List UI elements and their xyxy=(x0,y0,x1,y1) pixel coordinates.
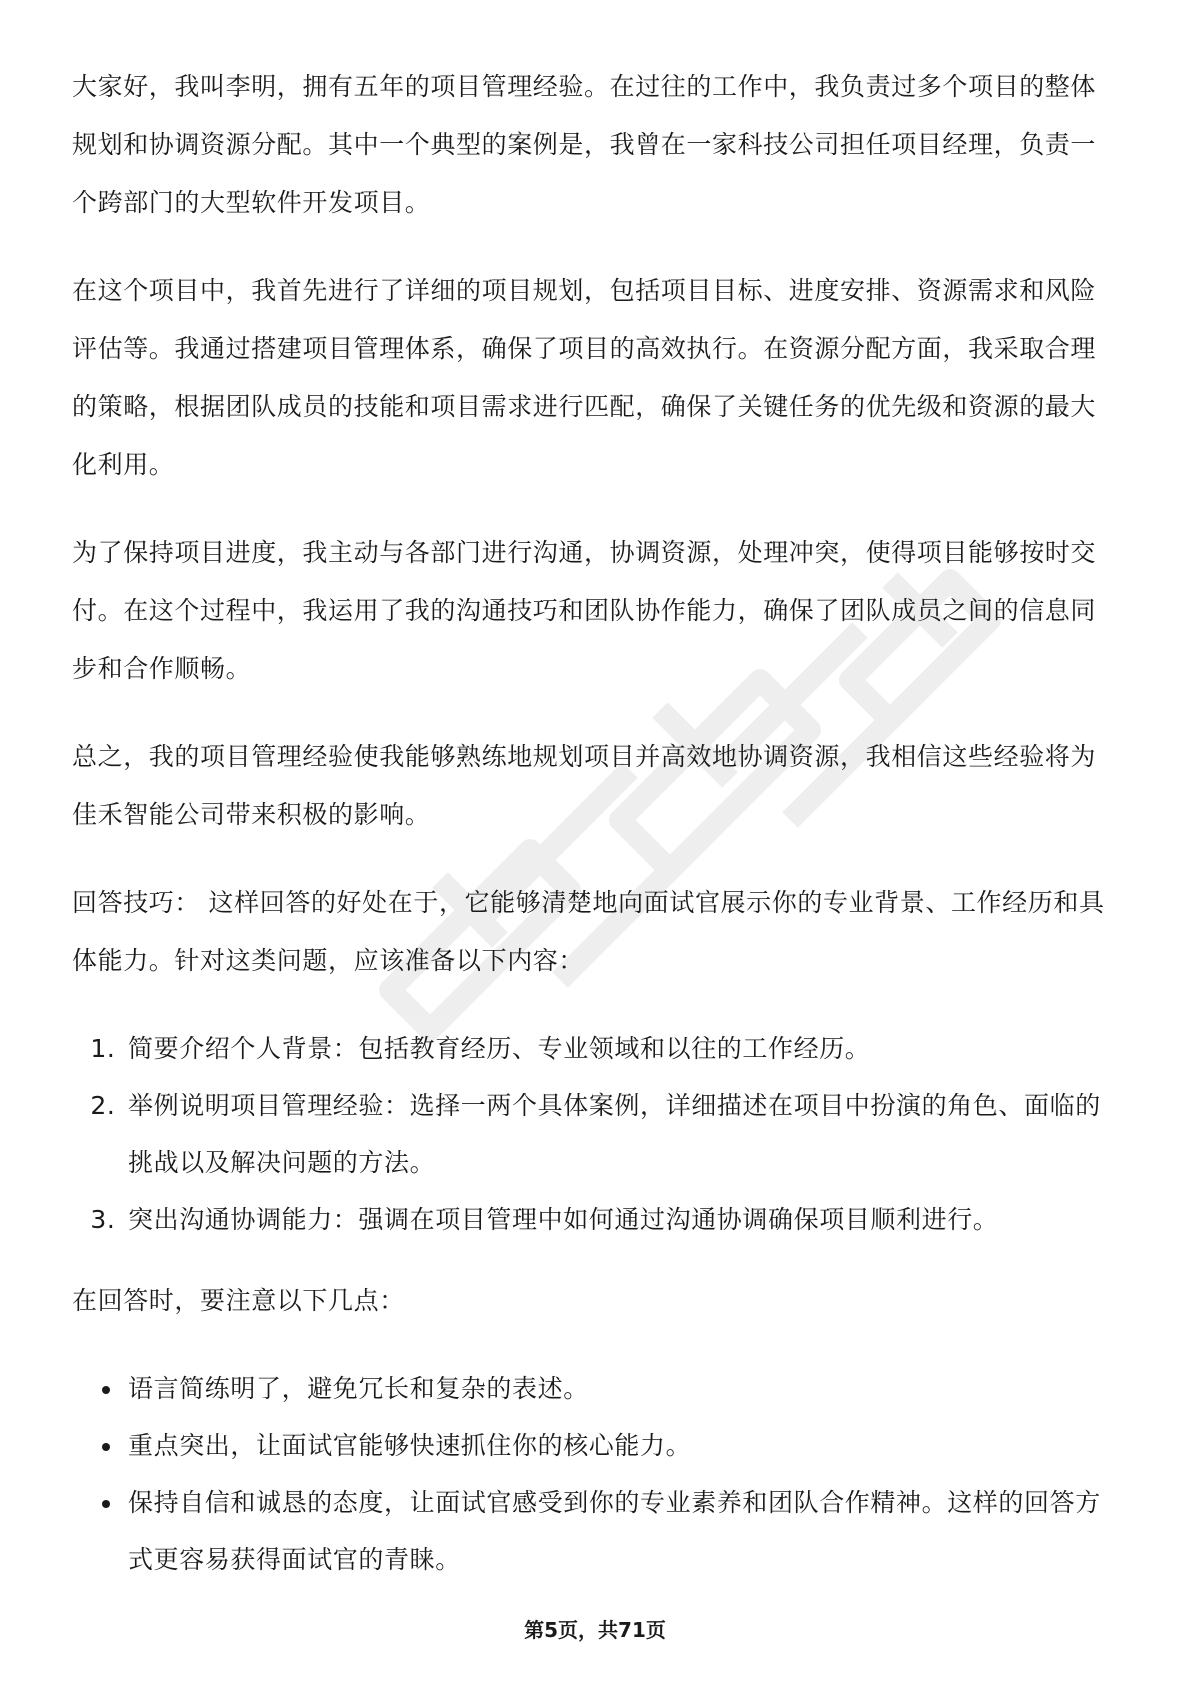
paragraph-communication: 为了保持项目进度，我主动与各部门进行沟通，协调资源，处理冲突，使得项目能够按时交付。在这个过程中，我运用了我的沟通技巧和团队协作能力，确保了团队成员之间的信息同步和合作顺畅。 xyxy=(72,538,1097,683)
list-item: • 保持自信和诚恳的态度，让面试官感受到你的专业素养和团队合作精神。这样的回答方式更容易获得面试官的青睐。 xyxy=(124,1474,1120,1588)
paragraph-project-planning: 在这个项目中，我首先进行了详细的项目规划，包括项目目标、进度安排、资源需求和风险评估等。我通过搭建项目管理体系，确保了项目的高效执行。在资源分配方面，我采取合理的策略，根据团队成员的技能和项目需求进行匹配，确保了关键任务的优先级和资源的最大化利用。 xyxy=(72,276,1097,479)
notes-intro: 在回答时，要注意以下几点： xyxy=(72,1286,405,1315)
paragraph-introduction: 大家好，我叫李明，拥有五年的项目管理经验。在过往的工作中，我负责过多个项目的整体规划和协调资源分配。其中一个典型的案例是，我曾在一家科技公司担任项目经理，负责一个跨部门的大型软件开发项目。 xyxy=(72,72,1097,217)
list-item: 2. 举例说明项目管理经验：选择一两个具体案例，详细描述在项目中扮演的角色、面临的挑战以及解决问题的方法。 xyxy=(124,1077,1120,1191)
list-item: • 语言简练明了，避免冗长和复杂的表述。 xyxy=(124,1360,1120,1417)
preparation-list xyxy=(72,1020,1120,1248)
document-body xyxy=(72,58,1120,1588)
list-item: 1. 简要介绍个人背景：包括教育经历、专业领域和以往的工作经历。 xyxy=(124,1020,1120,1077)
notes-list xyxy=(72,1360,1120,1588)
paragraph-answer-tips: 回答技巧： 这样回答的好处在于，它能够清楚地向面试官展示你的专业背景、工作经历和具体能力。针对这类问题，应该准备以下内容： xyxy=(72,888,1105,975)
paragraph-summary: 总之，我的项目管理经验使我能够熟练地规划项目并高效地协调资源，我相信这些经验将为佳禾智能公司带来积极的影响。 xyxy=(72,742,1097,829)
list-item: • 重点突出，让面试官能够快速抓住你的核心能力。 xyxy=(124,1417,1120,1474)
list-item: 3. 突出沟通协调能力：强调在项目管理中如何通过沟通协调确保项目顺利进行。 xyxy=(124,1191,1120,1248)
page-number-footer: 第5页，共71页 xyxy=(524,1618,666,1642)
